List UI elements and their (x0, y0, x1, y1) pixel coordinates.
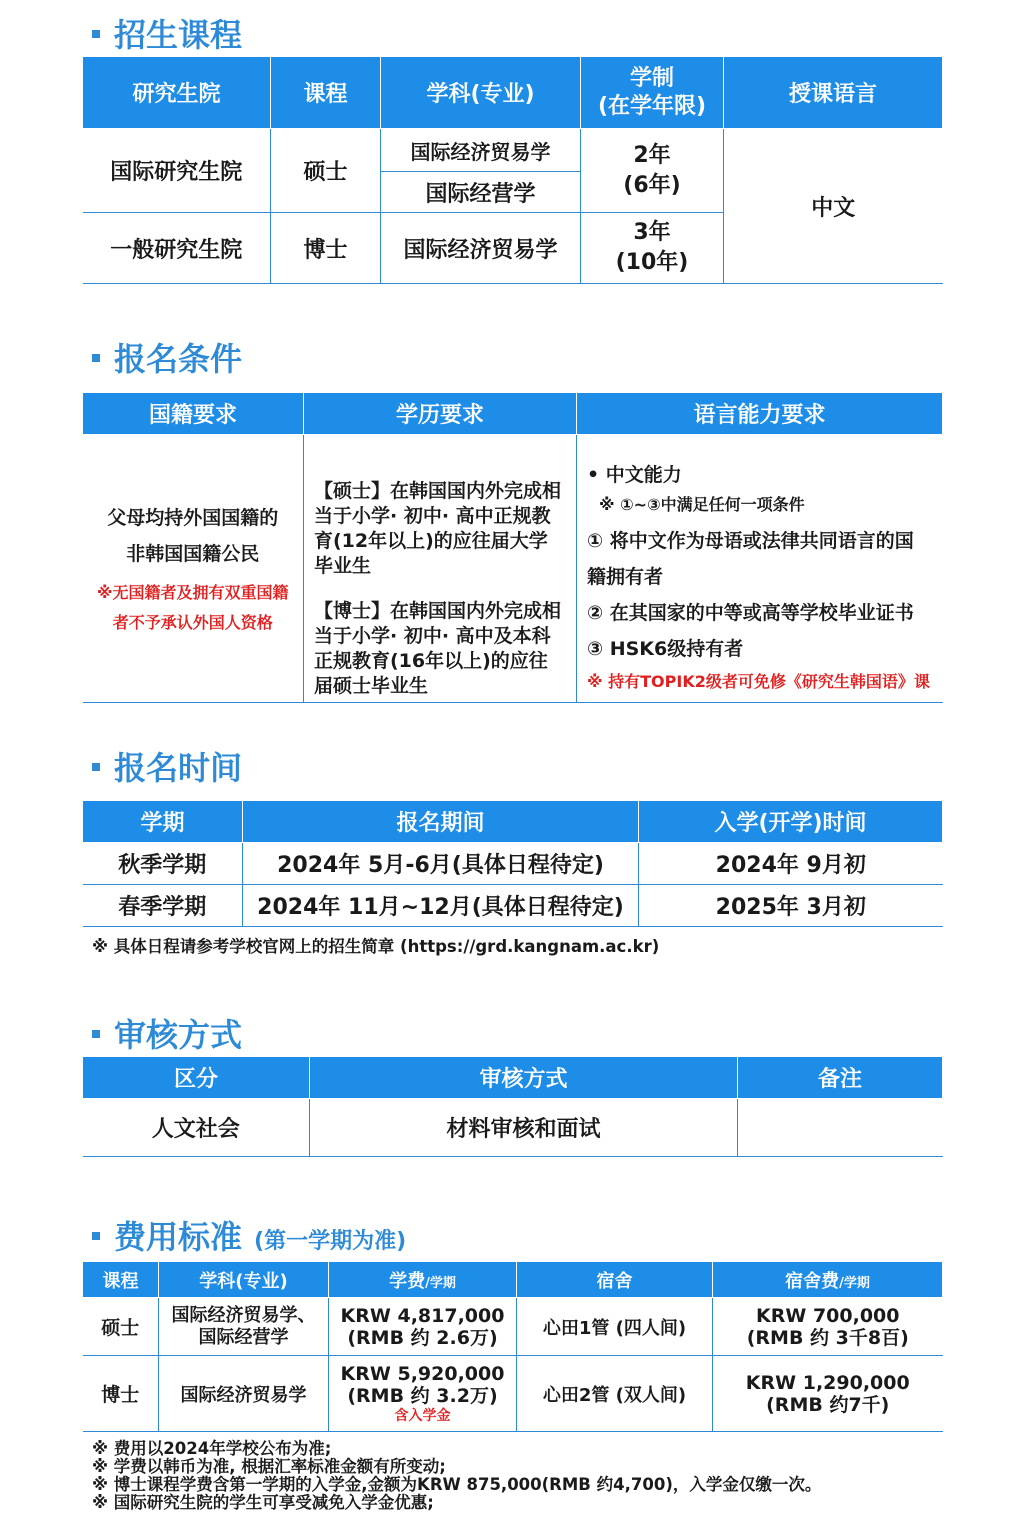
review-method-cell: 材料审核和面试 (310, 1099, 738, 1157)
row1-major-a: 国际经济贸易学 (381, 129, 581, 172)
fee-note: ※ 博士课程学费含第一学期的入学金,金额为KRW 875,000(RMB 约4,700)，入学金仅缴一次。 (92, 1475, 822, 1494)
header-tuition-label: 学费 (389, 1270, 426, 1292)
fee-degree-cell: 博士 (83, 1356, 159, 1432)
header-period: 报名期间 (243, 801, 639, 843)
header-degree: 课程 (271, 57, 381, 129)
fee-tuition-cell: KRW 4,817,000 (RMB 约 2.6万) (329, 1298, 517, 1356)
row2-school: 一般研究生院 (83, 213, 271, 284)
row2-degree: 博士 (271, 213, 381, 284)
semester-cell: 秋季学期 (83, 843, 243, 885)
language-cell: 中文 (724, 129, 943, 284)
bullet-icon (92, 763, 100, 771)
row2-years: 3年 (10年) (581, 213, 724, 284)
fee-dorm-fee-cell: KRW 1,290,000 (RMB 约7千) (713, 1356, 943, 1432)
fee-degree-cell: 硕士 (83, 1298, 159, 1356)
courses-table (82, 56, 943, 284)
fee-tuition-text: KRW 5,920,000 (RMB 约 3.2万) (340, 1362, 505, 1407)
schedule-note: ※ 具体日程请参考学校官网上的招生简章 (https://grd.kangnam.ac.kr) (92, 937, 660, 956)
header-remarks: 备注 (738, 1057, 943, 1099)
header-education: 学历要求 (304, 393, 577, 435)
lang-note: ※ 持有TOPIK2级者可免修《研究生韩国语》课 (587, 672, 930, 691)
fee-note: ※ 学费以韩币为准, 根据汇率标准金额有所变动; (92, 1457, 446, 1476)
section-title-text: 招生课程 (114, 16, 243, 54)
schedule-table (82, 800, 943, 927)
section-title-review (92, 1010, 242, 1056)
table-row (83, 1298, 943, 1356)
fees-table (82, 1261, 943, 1432)
header-course: 课程 (83, 1262, 159, 1298)
enroll-cell: 2024年 9月初 (639, 843, 943, 885)
bullet-icon (92, 1232, 100, 1240)
bullet-icon (92, 30, 100, 38)
header-major: 学科(专业) (159, 1262, 329, 1298)
header-major: 学科(专业) (381, 57, 581, 129)
requirements-table (82, 392, 943, 703)
header-category: 区分 (83, 1057, 310, 1099)
header-nationality: 国籍要求 (83, 393, 304, 435)
bullet-icon (92, 354, 100, 362)
remarks-cell (738, 1099, 943, 1157)
header-dorm-fee (713, 1262, 943, 1298)
nationality-text: 父母均持外国国籍的 非韩国国籍公民 (107, 506, 279, 565)
language-req-cell (577, 435, 943, 703)
header-tuition (329, 1262, 517, 1298)
table-row (83, 885, 943, 927)
section-title-fees (92, 1212, 406, 1258)
period-cell: 2024年 11月~12月(具体日程待定) (243, 885, 639, 927)
review-table (82, 1056, 943, 1157)
section-title-courses (92, 10, 242, 56)
bullet-icon (92, 1030, 100, 1038)
enroll-cell: 2025年 3月初 (639, 885, 943, 927)
section-title-text: 费用标准 (114, 1218, 243, 1256)
section-title-text: 报名条件 (114, 340, 243, 378)
lang-cond: ※ ①~③中满足任何一项条件 (599, 495, 805, 514)
header-language: 授课语言 (724, 57, 943, 129)
lang-item-3: ③ HSK6级持有者 (587, 638, 744, 660)
header-years: 学制 (在学年限) (581, 57, 724, 129)
fee-tuition-note: 含入学金 (394, 1407, 451, 1424)
semester-cell: 春季学期 (83, 885, 243, 927)
nationality-note: ※无国籍者及拥有双重国籍 者不予承认外国人资格 (96, 582, 289, 632)
fee-note: ※ 国际研究生院的学生可享受减免入学金优惠; (92, 1493, 434, 1512)
section-title-text: 报名时间 (114, 749, 243, 787)
row1-school: 国际研究生院 (83, 129, 271, 213)
lang-item-1: ① 将中文作为母语或法律共同语言的国籍拥有者 (587, 530, 914, 588)
header-enroll: 入学(开学)时间 (639, 801, 943, 843)
header-review-method: 审核方式 (310, 1057, 738, 1099)
fee-note: ※ 费用以2024年学校公布为准; (92, 1439, 332, 1458)
row2-major: 国际经济贸易学 (381, 213, 581, 284)
category-cell: 人文社会 (83, 1099, 310, 1157)
fee-dorm-cell: 心田1管 (四人间) (517, 1298, 713, 1356)
education-cell (304, 435, 577, 703)
fee-tuition-cell (329, 1356, 517, 1432)
fee-major-cell: 国际经济贸易学 (159, 1356, 329, 1432)
section-title-requirements (92, 334, 242, 380)
edu-doctor: 【博士】在韩国国内外完成相当于小学· 初中· 高中及本科正规教育(16年以上)的应往届硕士毕业生 (314, 600, 562, 697)
fee-notes (92, 1440, 821, 1512)
nationality-cell (83, 435, 304, 703)
edu-master: 【硕士】在韩国国内外完成相当于小学· 初中· 高中正规教育(12年以上)的应往届大学毕业生 (314, 480, 562, 577)
header-dorm: 宿舍 (517, 1262, 713, 1298)
section-subtitle: (第一学期为准) (254, 1229, 407, 1254)
header-language-req: 语言能力要求 (577, 393, 943, 435)
fee-dorm-cell: 心田2管 (双人间) (517, 1356, 713, 1432)
header-dorm-fee-unit: /学期 (839, 1275, 870, 1291)
header-semester: 学期 (83, 801, 243, 843)
lang-head: • 中文能力 (587, 464, 682, 486)
section-title-text: 审核方式 (114, 1016, 243, 1054)
header-tuition-unit: /学期 (425, 1275, 456, 1291)
header-school: 研究生院 (83, 57, 271, 129)
period-cell: 2024年 5月-6月(具体日程待定) (243, 843, 639, 885)
table-row (83, 1356, 943, 1432)
row1-major-b: 国际经营学 (381, 172, 581, 213)
header-dorm-fee-label: 宿舍费 (785, 1270, 840, 1292)
section-title-schedule (92, 743, 242, 789)
fee-major-cell: 国际经济贸易学、 国际经营学 (159, 1298, 329, 1356)
row1-years: 2年 (6年) (581, 129, 724, 213)
fee-dorm-fee-cell: KRW 700,000 (RMB 约 3千8百) (713, 1298, 943, 1356)
row1-degree: 硕士 (271, 129, 381, 213)
table-row (83, 843, 943, 885)
lang-item-2: ② 在其国家的中等或高等学校毕业证书 (587, 602, 914, 624)
